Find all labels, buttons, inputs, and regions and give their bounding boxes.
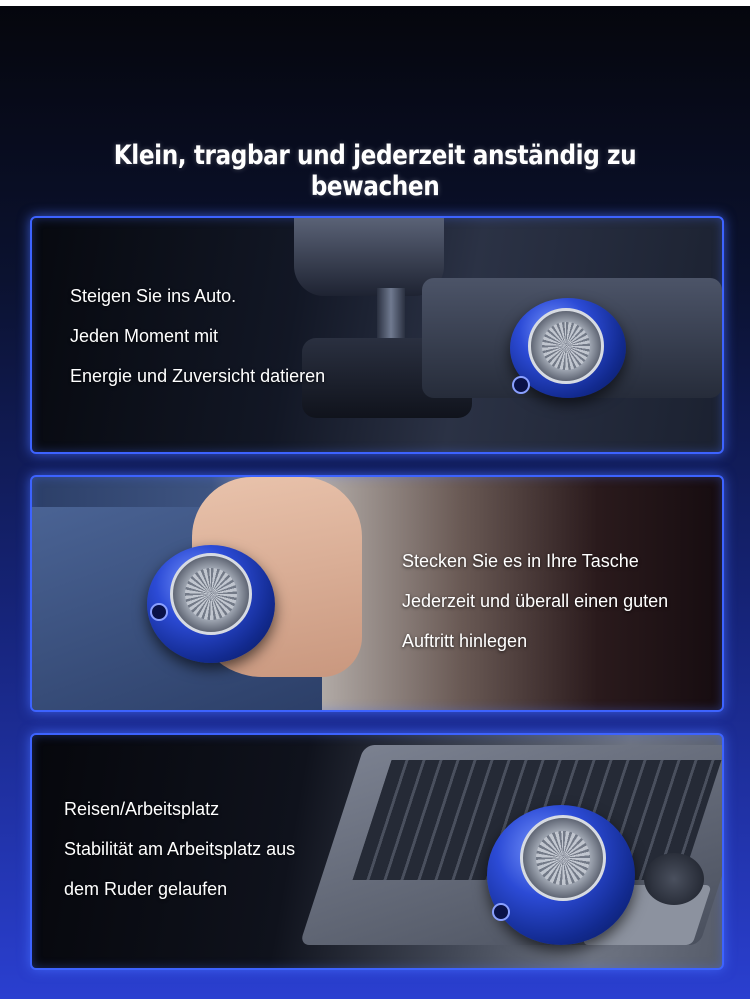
pocket-line-3: Auftritt hinlegen <box>402 631 528 651</box>
shaver-button <box>150 603 168 621</box>
pocket-line-2: Jederzeit und überall einen guten <box>402 591 669 611</box>
page-headline: Klein, tragbar und jederzeit anständig zu bewachen <box>113 140 637 202</box>
shaver-button <box>492 903 510 921</box>
car-line-1: Steigen Sie ins Auto. <box>70 286 237 306</box>
shaver-grid <box>542 322 590 370</box>
panel-pocket <box>30 475 724 712</box>
pocket-line-1: Stecken Sie es in Ihre Tasche <box>402 551 639 571</box>
cap <box>644 853 704 905</box>
shaver-button <box>512 376 530 394</box>
desk-line-2: Stabilität am Arbeitsplatz aus <box>64 839 296 859</box>
top-strip <box>0 0 750 6</box>
desk-line-1: Reisen/Arbeitsplatz <box>64 799 220 819</box>
gear-shifter <box>294 218 444 296</box>
car-line-2: Jeden Moment mit <box>70 326 219 346</box>
desk-line-3: dem Ruder gelaufen <box>64 879 228 899</box>
panel-desk <box>30 733 724 970</box>
panel-car <box>30 216 724 454</box>
shaver-grid <box>536 831 590 885</box>
shaver-grid <box>185 568 237 620</box>
car-line-3: Energie und Zuversicht datieren <box>70 366 326 386</box>
